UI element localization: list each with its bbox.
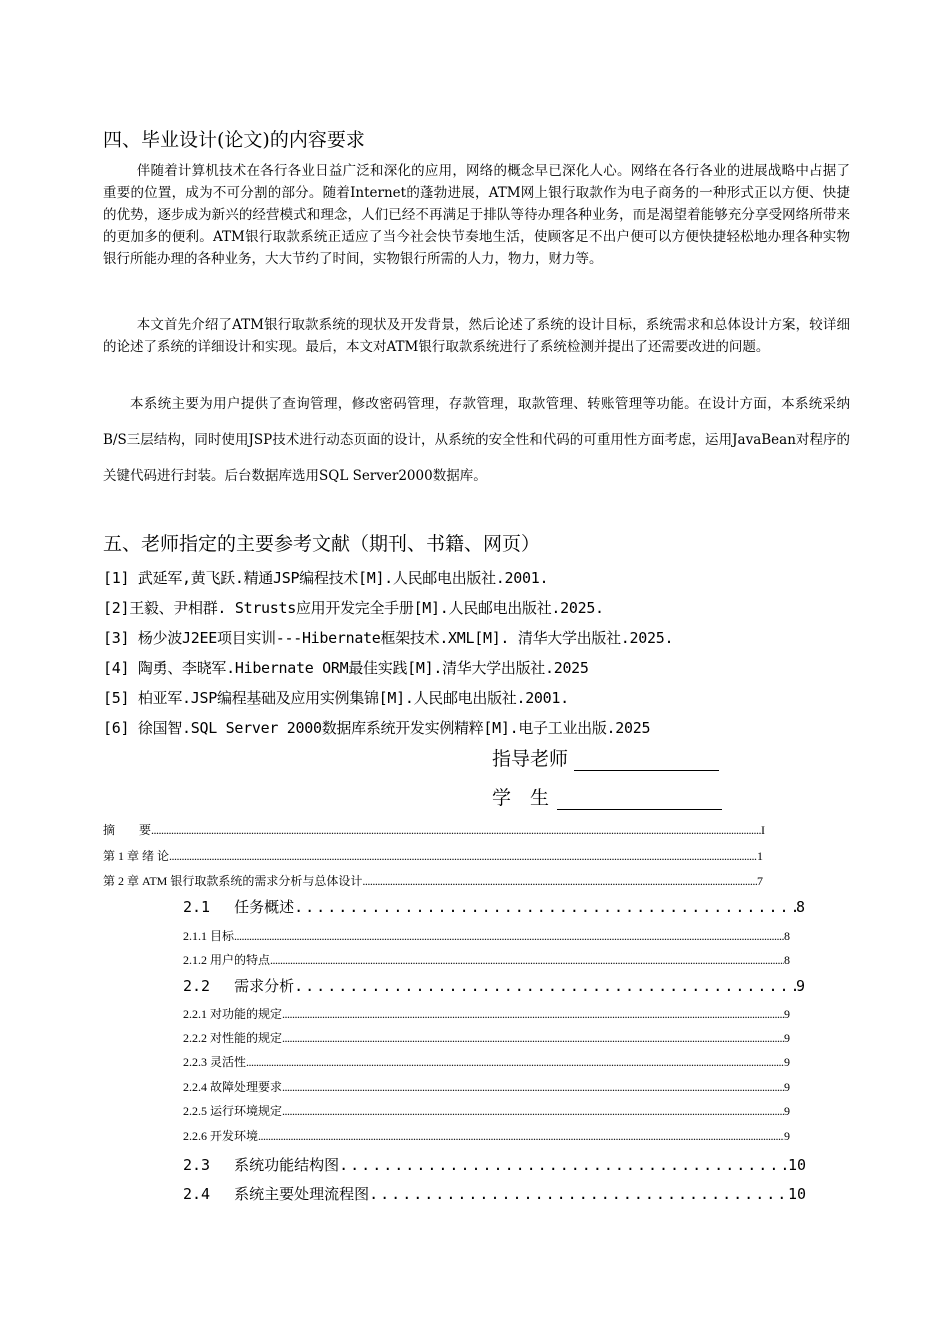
toc-entry-page: 9 bbox=[784, 1055, 790, 1069]
toc-entry-label: 摘 要 bbox=[103, 823, 152, 837]
toc-entry-label: 2.2.6 开发环境 bbox=[183, 1129, 259, 1143]
toc-entry[interactable] bbox=[183, 1078, 790, 1095]
toc-entry-page: 9 bbox=[795, 977, 805, 995]
toc-entry-page: 9 bbox=[784, 1129, 790, 1143]
reference-item: [4] 陶勇、李晓军.Hibernate ORM最佳实践[M].清华大学出版社.2025 bbox=[103, 659, 589, 677]
toc-entry[interactable] bbox=[103, 821, 765, 838]
toc-entry[interactable] bbox=[183, 1029, 790, 1046]
toc-entry-label: 2.2.5 运行环境规定 bbox=[183, 1104, 283, 1118]
section4-heading: 四、毕业设计(论文)的内容要求 bbox=[103, 129, 365, 151]
toc-entry-page: I bbox=[761, 823, 765, 837]
reference-item: [6] 徐国智.SQL Server 2000数据库系统开发实例精粹[M].电子工业出版.2025 bbox=[103, 719, 651, 737]
toc-entry-page: 8 bbox=[784, 953, 790, 967]
reference-item: [5] 柏亚军.JSP编程基础及应用实例集锦[M].人民邮电出版社.2001. bbox=[103, 689, 569, 707]
toc-entry-label: 2.2 需求分析 bbox=[183, 977, 295, 995]
toc-entry[interactable] bbox=[183, 1183, 806, 1204]
toc-entry-label: 第 1 章 绪 论 bbox=[103, 849, 170, 863]
toc-entry-label: 2.2.1 对功能的规定 bbox=[183, 1007, 283, 1021]
toc-entry[interactable] bbox=[183, 975, 805, 996]
toc-entry-page: 10 bbox=[787, 1185, 806, 1203]
toc-entry-label: 2.3 系统功能结构图 bbox=[183, 1156, 340, 1174]
reference-item: [3] 杨少波J2EE项目实训---Hibernate框架技术.XML[M]. 清华大学出版社.2025. bbox=[103, 629, 674, 647]
toc-entry[interactable] bbox=[183, 1005, 790, 1022]
toc-entry[interactable] bbox=[183, 896, 805, 917]
toc-entry-label: 第 2 章 ATM 银行取款系统的需求分析与总体设计 bbox=[103, 874, 363, 888]
toc-entry-page: 9 bbox=[784, 1007, 790, 1021]
toc-entry[interactable] bbox=[183, 927, 790, 944]
toc-entry[interactable] bbox=[183, 951, 790, 968]
toc-entry-label: 2.1 任务概述 bbox=[183, 898, 295, 916]
toc-entry-page: 10 bbox=[787, 1156, 806, 1174]
toc-entry[interactable] bbox=[183, 1102, 790, 1119]
toc-entry-page: 1 bbox=[757, 849, 763, 863]
section4-paragraph-2: 本文首先介绍了ATM银行取款系统的现状及开发背景，然后论述了系统的设计目标，系统需求和总体设计方案，较详细的论述了系统的详细设计和实现。最后，本文对ATM银行取款系统进行了系统检测并提出了还需要改进的问题。 bbox=[103, 317, 850, 355]
reference-item: [2]王毅、尹相群. Strusts应用开发完全手册[M].人民邮电出版社.2025. bbox=[103, 599, 604, 617]
student-signature bbox=[492, 783, 722, 810]
advisor-signature-line[interactable] bbox=[574, 748, 719, 771]
section4-paragraph-3: 本系统主要为用户提供了查询管理，修改密码管理，存款管理，取款管理、转账管理等功能。在设计方面，本系统采纳B/S三层结构，同时使用JSP技术进行动态页面的设计，从系统的安全性和代码的可重用性方面考虑，运用JavaBean对程序的关键代码进行封装。后台数据库选用SQL Server2000数据库。 bbox=[103, 396, 850, 484]
toc-entry[interactable] bbox=[103, 872, 763, 889]
toc-entry[interactable] bbox=[183, 1053, 790, 1070]
toc-entry-label: 2.1.1 目标 bbox=[183, 929, 235, 943]
section4-paragraph-1: 伴随着计算机技术在各行各业日益广泛和深化的应用，网络的概念早已深化人心。网络在各行各业的进展战略中占据了重要的位置，成为不可分割的部分。随着Internet的蓬勃进展，ATM网上银行取款作为电子商务的一种形式正以方便、快捷的优势，逐步成为新兴的经营模式和理念，人们已经不再满足于排队等待办理各种业务，而是渴望着能够充分享受网络所带来的更加多的便利。ATM银行取款系统正适应了当今社会快节奏地生活，使顾客足不出户便可以方便快捷轻松地办理各种实物银行所能办理的各种业务，大大节约了时间，实物银行所需的人力，物力，财力等。 bbox=[103, 163, 850, 267]
reference-item: [1] 武延军,黄飞跃.精通JSP编程技术[M].人民邮电出版社.2001. bbox=[103, 569, 549, 587]
toc-entry[interactable] bbox=[103, 847, 763, 864]
toc-entry-label: 2.2.4 故障处理要求 bbox=[183, 1080, 283, 1094]
toc-entry-page: 7 bbox=[757, 874, 763, 888]
toc-entry-label: 2.1.2 用户的特点 bbox=[183, 953, 271, 967]
advisor-label: 指导老师 bbox=[492, 748, 569, 770]
toc-entry[interactable] bbox=[183, 1154, 806, 1175]
toc-entry-page: 8 bbox=[795, 898, 805, 916]
toc-entry-page: 9 bbox=[784, 1104, 790, 1118]
student-signature-line[interactable] bbox=[557, 787, 722, 810]
advisor-signature bbox=[492, 744, 719, 771]
student-label: 学 生 bbox=[492, 787, 550, 809]
toc-entry-label: 2.2.2 对性能的规定 bbox=[183, 1031, 283, 1045]
toc-entry[interactable] bbox=[183, 1127, 790, 1144]
section5-heading: 五、老师指定的主要参考文献（期刊、书籍、网页） bbox=[103, 533, 541, 555]
toc-entry-label: 2.4 系统主要处理流程图 bbox=[183, 1185, 370, 1203]
toc-entry-page: 8 bbox=[784, 929, 790, 943]
toc-entry-page: 9 bbox=[784, 1080, 790, 1094]
toc-entry-page: 9 bbox=[784, 1031, 790, 1045]
toc-entry-label: 2.2.3 灵活性 bbox=[183, 1055, 247, 1069]
